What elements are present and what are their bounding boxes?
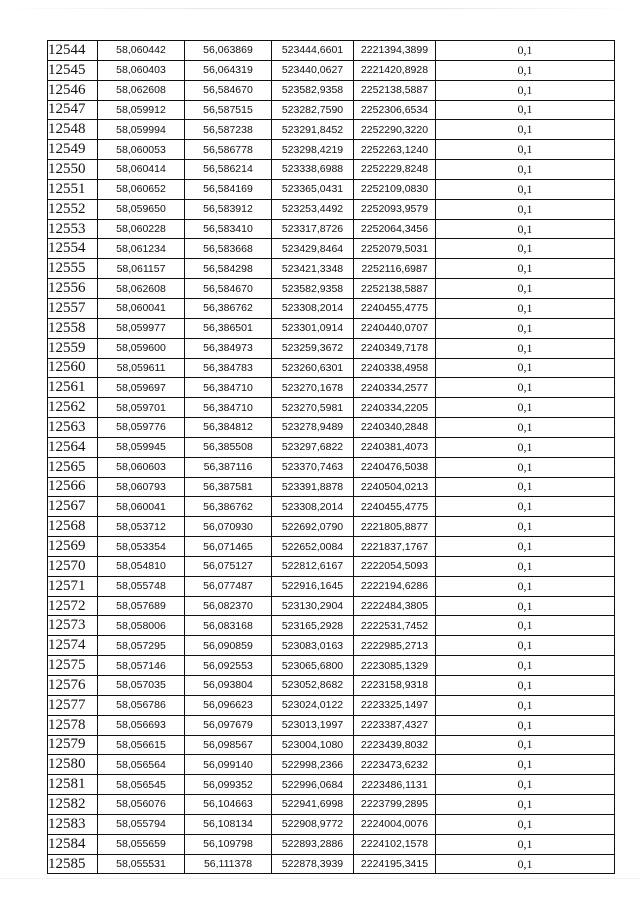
value-cell: 0,1 [436,219,615,239]
x-coordinate-cell: 523421,3348 [272,259,354,279]
y-coordinate-cell: 2252093,9579 [354,199,436,219]
longitude-cell: 56,587515 [185,100,272,120]
y-coordinate-cell: 2224004,0076 [354,814,436,834]
latitude-cell: 58,059701 [98,398,185,418]
latitude-cell: 58,059611 [98,358,185,378]
table-row [48,318,615,338]
latitude-cell: 58,055659 [98,834,185,854]
longitude-cell: 56,583668 [185,239,272,259]
x-coordinate-cell: 523270,1678 [272,378,354,398]
x-coordinate-cell: 523260,6301 [272,358,354,378]
value-cell: 0,1 [436,418,615,438]
x-coordinate-cell: 522652,0084 [272,537,354,557]
x-coordinate-cell: 522893,2886 [272,834,354,854]
longitude-cell: 56,071465 [185,537,272,557]
point-number-cell: 12556 [48,279,98,299]
latitude-cell: 58,060442 [98,41,185,61]
x-coordinate-cell: 523391,8878 [272,477,354,497]
y-coordinate-cell: 2252138,5887 [354,279,436,299]
coordinates-table-body [48,41,615,874]
x-coordinate-cell: 523291,8452 [272,120,354,140]
point-number-cell: 12569 [48,537,98,557]
value-cell: 0,1 [436,636,615,656]
latitude-cell: 58,061157 [98,259,185,279]
latitude-cell: 58,058006 [98,616,185,636]
x-coordinate-cell: 523130,2904 [272,596,354,616]
table-row [48,537,615,557]
point-number-cell: 12573 [48,616,98,636]
value-cell: 0,1 [436,378,615,398]
value-cell: 0,1 [436,814,615,834]
y-coordinate-cell: 2224195,3415 [354,854,436,874]
y-coordinate-cell: 2252079,5031 [354,239,436,259]
point-number-cell: 12575 [48,656,98,676]
x-coordinate-cell: 522998,2366 [272,755,354,775]
x-coordinate-cell: 523004,1080 [272,735,354,755]
table-row [48,279,615,299]
latitude-cell: 58,060053 [98,140,185,160]
table-row [48,259,615,279]
longitude-cell: 56,090859 [185,636,272,656]
y-coordinate-cell: 2240338,4958 [354,358,436,378]
point-number-cell: 12558 [48,318,98,338]
x-coordinate-cell: 523278,9489 [272,418,354,438]
value-cell: 0,1 [436,279,615,299]
latitude-cell: 58,060793 [98,477,185,497]
value-cell: 0,1 [436,437,615,457]
latitude-cell: 58,059977 [98,318,185,338]
table-row [48,556,615,576]
y-coordinate-cell: 2240349,7178 [354,338,436,358]
latitude-cell: 58,060041 [98,497,185,517]
value-cell: 0,1 [436,140,615,160]
point-number-cell: 12567 [48,497,98,517]
point-number-cell: 12582 [48,795,98,815]
point-number-cell: 12574 [48,636,98,656]
longitude-cell: 56,584169 [185,179,272,199]
value-cell: 0,1 [436,239,615,259]
table-row [48,140,615,160]
table-row [48,695,615,715]
latitude-cell: 58,062608 [98,279,185,299]
x-coordinate-cell: 523582,9358 [272,279,354,299]
point-number-cell: 12546 [48,80,98,100]
longitude-cell: 56,384812 [185,418,272,438]
longitude-cell: 56,584670 [185,279,272,299]
x-coordinate-cell: 523165,2928 [272,616,354,636]
x-coordinate-cell: 522996,0684 [272,775,354,795]
value-cell: 0,1 [436,80,615,100]
value-cell: 0,1 [436,457,615,477]
table-row [48,676,615,696]
point-number-cell: 12580 [48,755,98,775]
table-row [48,497,615,517]
x-coordinate-cell: 523301,0914 [272,318,354,338]
latitude-cell: 58,056076 [98,795,185,815]
latitude-cell: 58,061234 [98,239,185,259]
x-coordinate-cell: 523444,6601 [272,41,354,61]
latitude-cell: 58,060041 [98,298,185,318]
x-coordinate-cell: 523024,0122 [272,695,354,715]
point-number-cell: 12581 [48,775,98,795]
y-coordinate-cell: 2221420,8928 [354,60,436,80]
table-row [48,219,615,239]
y-coordinate-cell: 2222985,2713 [354,636,436,656]
longitude-cell: 56,384710 [185,378,272,398]
value-cell: 0,1 [436,120,615,140]
latitude-cell: 58,060228 [98,219,185,239]
latitude-cell: 58,060652 [98,179,185,199]
coordinates-table [47,40,615,874]
table-row [48,358,615,378]
x-coordinate-cell: 522908,9772 [272,814,354,834]
point-number-cell: 12585 [48,854,98,874]
point-number-cell: 12562 [48,398,98,418]
x-coordinate-cell: 522812,6167 [272,556,354,576]
latitude-cell: 58,059945 [98,437,185,457]
longitude-cell: 56,096623 [185,695,272,715]
point-number-cell: 12551 [48,179,98,199]
table-row [48,775,615,795]
x-coordinate-cell: 523065,6800 [272,656,354,676]
y-coordinate-cell: 2252290,3220 [354,120,436,140]
table-row [48,160,615,180]
y-coordinate-cell: 2240334,2205 [354,398,436,418]
point-number-cell: 12547 [48,100,98,120]
value-cell: 0,1 [436,358,615,378]
x-coordinate-cell: 523083,0163 [272,636,354,656]
table-row [48,656,615,676]
point-number-cell: 12557 [48,298,98,318]
longitude-cell: 56,077487 [185,576,272,596]
page-bottom-edge [0,878,640,879]
point-number-cell: 12548 [48,120,98,140]
point-number-cell: 12545 [48,60,98,80]
table-row [48,795,615,815]
y-coordinate-cell: 2252229,8248 [354,160,436,180]
x-coordinate-cell: 523298,4219 [272,140,354,160]
y-coordinate-cell: 2222531,7452 [354,616,436,636]
longitude-cell: 56,584298 [185,259,272,279]
latitude-cell: 58,062608 [98,80,185,100]
point-number-cell: 12578 [48,715,98,735]
value-cell: 0,1 [436,199,615,219]
x-coordinate-cell: 523370,7463 [272,457,354,477]
longitude-cell: 56,109798 [185,834,272,854]
x-coordinate-cell: 523338,6988 [272,160,354,180]
value-cell: 0,1 [436,755,615,775]
y-coordinate-cell: 2252109,0830 [354,179,436,199]
value-cell: 0,1 [436,179,615,199]
latitude-cell: 58,054810 [98,556,185,576]
longitude-cell: 56,097679 [185,715,272,735]
y-coordinate-cell: 2252116,6987 [354,259,436,279]
point-number-cell: 12549 [48,140,98,160]
point-number-cell: 12565 [48,457,98,477]
latitude-cell: 58,056786 [98,695,185,715]
point-number-cell: 12568 [48,517,98,537]
longitude-cell: 56,583410 [185,219,272,239]
longitude-cell: 56,583912 [185,199,272,219]
longitude-cell: 56,385508 [185,437,272,457]
longitude-cell: 56,111378 [185,854,272,874]
longitude-cell: 56,075127 [185,556,272,576]
x-coordinate-cell: 523429,8464 [272,239,354,259]
table-row [48,60,615,80]
y-coordinate-cell: 2223799,2895 [354,795,436,815]
value-cell: 0,1 [436,338,615,358]
table-row [48,298,615,318]
value-cell: 0,1 [436,41,615,61]
y-coordinate-cell: 2221805,8877 [354,517,436,537]
table-row [48,636,615,656]
y-coordinate-cell: 2252138,5887 [354,80,436,100]
latitude-cell: 58,059912 [98,100,185,120]
value-cell: 0,1 [436,676,615,696]
value-cell: 0,1 [436,616,615,636]
point-number-cell: 12584 [48,834,98,854]
y-coordinate-cell: 2223085,1329 [354,656,436,676]
latitude-cell: 58,055794 [98,814,185,834]
point-number-cell: 12563 [48,418,98,438]
latitude-cell: 58,057295 [98,636,185,656]
latitude-cell: 58,053354 [98,537,185,557]
x-coordinate-cell: 522878,3939 [272,854,354,874]
point-number-cell: 12572 [48,596,98,616]
y-coordinate-cell: 2222484,3805 [354,596,436,616]
point-number-cell: 12560 [48,358,98,378]
longitude-cell: 56,387581 [185,477,272,497]
value-cell: 0,1 [436,695,615,715]
table-row [48,378,615,398]
y-coordinate-cell: 2240334,2577 [354,378,436,398]
x-coordinate-cell: 523282,7590 [272,100,354,120]
y-coordinate-cell: 2240340,2848 [354,418,436,438]
latitude-cell: 58,053712 [98,517,185,537]
longitude-cell: 56,586778 [185,140,272,160]
table-row [48,199,615,219]
value-cell: 0,1 [436,259,615,279]
table-row [48,457,615,477]
x-coordinate-cell: 523253,4492 [272,199,354,219]
longitude-cell: 56,064319 [185,60,272,80]
x-coordinate-cell: 522941,6998 [272,795,354,815]
y-coordinate-cell: 2223387,4327 [354,715,436,735]
longitude-cell: 56,384783 [185,358,272,378]
point-number-cell: 12544 [48,41,98,61]
table-row [48,41,615,61]
x-coordinate-cell: 523297,6822 [272,437,354,457]
point-number-cell: 12571 [48,576,98,596]
table-row [48,576,615,596]
table-row [48,179,615,199]
longitude-cell: 56,384973 [185,338,272,358]
y-coordinate-cell: 2223486,1131 [354,775,436,795]
y-coordinate-cell: 2240455,4775 [354,497,436,517]
value-cell: 0,1 [436,298,615,318]
x-coordinate-cell: 523317,8726 [272,219,354,239]
latitude-cell: 58,056545 [98,775,185,795]
longitude-cell: 56,070930 [185,517,272,537]
latitude-cell: 58,057689 [98,596,185,616]
latitude-cell: 58,056564 [98,755,185,775]
table-row [48,418,615,438]
y-coordinate-cell: 2223158,9318 [354,676,436,696]
point-number-cell: 12555 [48,259,98,279]
y-coordinate-cell: 2240455,4775 [354,298,436,318]
value-cell: 0,1 [436,497,615,517]
point-number-cell: 12550 [48,160,98,180]
latitude-cell: 58,060403 [98,60,185,80]
value-cell: 0,1 [436,715,615,735]
x-coordinate-cell: 523259,3672 [272,338,354,358]
x-coordinate-cell: 523308,2014 [272,298,354,318]
table-row [48,398,615,418]
latitude-cell: 58,059600 [98,338,185,358]
value-cell: 0,1 [436,556,615,576]
table-row [48,735,615,755]
y-coordinate-cell: 2222054,5093 [354,556,436,576]
point-number-cell: 12576 [48,676,98,696]
y-coordinate-cell: 2240504,0213 [354,477,436,497]
table-row [48,338,615,358]
longitude-cell: 56,386501 [185,318,272,338]
longitude-cell: 56,093804 [185,676,272,696]
value-cell: 0,1 [436,775,615,795]
table-row [48,239,615,259]
table-row [48,854,615,874]
value-cell: 0,1 [436,596,615,616]
table-row [48,616,615,636]
longitude-cell: 56,584670 [185,80,272,100]
value-cell: 0,1 [436,398,615,418]
latitude-cell: 58,055531 [98,854,185,874]
x-coordinate-cell: 523365,0431 [272,179,354,199]
latitude-cell: 58,055748 [98,576,185,596]
table-row [48,120,615,140]
latitude-cell: 58,057146 [98,656,185,676]
y-coordinate-cell: 2240476,5038 [354,457,436,477]
value-cell: 0,1 [436,160,615,180]
value-cell: 0,1 [436,735,615,755]
longitude-cell: 56,108134 [185,814,272,834]
y-coordinate-cell: 2222194,6286 [354,576,436,596]
table-row [48,437,615,457]
point-number-cell: 12552 [48,199,98,219]
latitude-cell: 58,060414 [98,160,185,180]
y-coordinate-cell: 2252306,6534 [354,100,436,120]
longitude-cell: 56,386762 [185,497,272,517]
x-coordinate-cell: 523270,5981 [272,398,354,418]
value-cell: 0,1 [436,60,615,80]
longitude-cell: 56,099140 [185,755,272,775]
value-cell: 0,1 [436,318,615,338]
y-coordinate-cell: 2221837,1767 [354,537,436,557]
x-coordinate-cell: 522692,0790 [272,517,354,537]
latitude-cell: 58,060603 [98,457,185,477]
y-coordinate-cell: 2252064,3456 [354,219,436,239]
point-number-cell: 12583 [48,814,98,834]
y-coordinate-cell: 2223325,1497 [354,695,436,715]
y-coordinate-cell: 2240381,4073 [354,437,436,457]
value-cell: 0,1 [436,517,615,537]
y-coordinate-cell: 2240440,0707 [354,318,436,338]
longitude-cell: 56,387116 [185,457,272,477]
latitude-cell: 58,056693 [98,715,185,735]
table-row [48,596,615,616]
latitude-cell: 58,059697 [98,378,185,398]
table-row [48,100,615,120]
longitude-cell: 56,386762 [185,298,272,318]
point-number-cell: 12554 [48,239,98,259]
x-coordinate-cell: 523582,9358 [272,80,354,100]
x-coordinate-cell: 523052,8682 [272,676,354,696]
value-cell: 0,1 [436,537,615,557]
x-coordinate-cell: 523308,2014 [272,497,354,517]
x-coordinate-cell: 523013,1997 [272,715,354,735]
y-coordinate-cell: 2252263,1240 [354,140,436,160]
point-number-cell: 12566 [48,477,98,497]
table-row [48,814,615,834]
value-cell: 0,1 [436,477,615,497]
table-row [48,715,615,735]
value-cell: 0,1 [436,854,615,874]
point-number-cell: 12564 [48,437,98,457]
y-coordinate-cell: 2223473,6232 [354,755,436,775]
point-number-cell: 12579 [48,735,98,755]
latitude-cell: 58,056615 [98,735,185,755]
latitude-cell: 58,059650 [98,199,185,219]
table-row [48,517,615,537]
latitude-cell: 58,057035 [98,676,185,696]
longitude-cell: 56,104663 [185,795,272,815]
longitude-cell: 56,098567 [185,735,272,755]
longitude-cell: 56,063869 [185,41,272,61]
longitude-cell: 56,082370 [185,596,272,616]
latitude-cell: 58,059994 [98,120,185,140]
longitude-cell: 56,384710 [185,398,272,418]
value-cell: 0,1 [436,656,615,676]
table-row [48,477,615,497]
point-number-cell: 12561 [48,378,98,398]
table-row [48,755,615,775]
point-number-cell: 12559 [48,338,98,358]
table-row [48,834,615,854]
point-number-cell: 12577 [48,695,98,715]
value-cell: 0,1 [436,795,615,815]
longitude-cell: 56,099352 [185,775,272,795]
value-cell: 0,1 [436,100,615,120]
x-coordinate-cell: 522916,1645 [272,576,354,596]
y-coordinate-cell: 2221394,3899 [354,41,436,61]
value-cell: 0,1 [436,576,615,596]
longitude-cell: 56,586214 [185,160,272,180]
y-coordinate-cell: 2224102,1578 [354,834,436,854]
point-number-cell: 12553 [48,219,98,239]
longitude-cell: 56,083168 [185,616,272,636]
longitude-cell: 56,587238 [185,120,272,140]
y-coordinate-cell: 2223439,8032 [354,735,436,755]
latitude-cell: 58,059776 [98,418,185,438]
longitude-cell: 56,092553 [185,656,272,676]
x-coordinate-cell: 523440,0627 [272,60,354,80]
table-row [48,80,615,100]
value-cell: 0,1 [436,834,615,854]
page-top-edge [0,8,640,9]
point-number-cell: 12570 [48,556,98,576]
